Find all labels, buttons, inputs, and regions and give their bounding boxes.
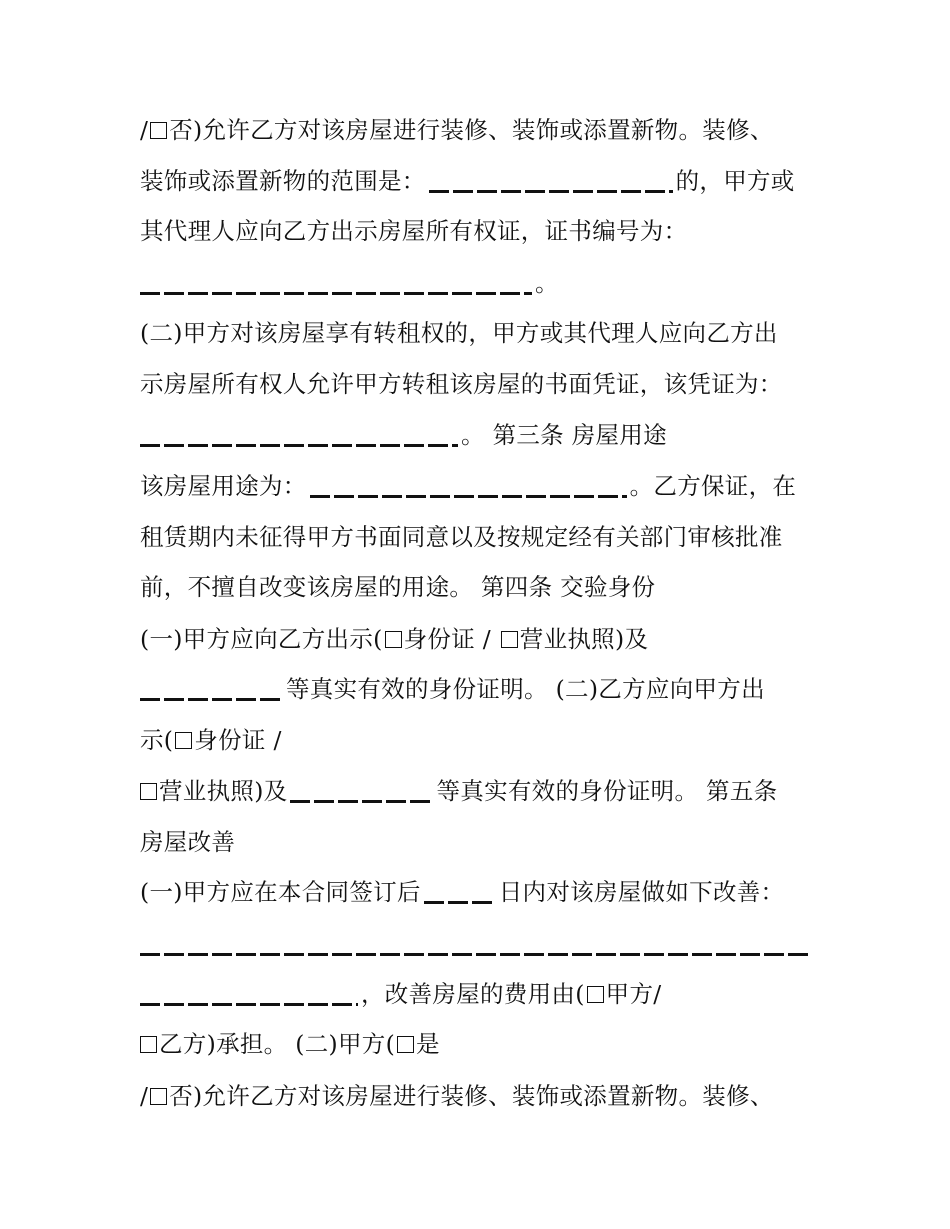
text: (一)甲方应向乙方出示(	[140, 625, 383, 653]
text: 是	[416, 1030, 440, 1058]
checkbox[interactable]	[385, 631, 402, 648]
text-line-8	[140, 469, 796, 503]
text-line-11	[140, 622, 648, 656]
text-line-6	[140, 367, 783, 401]
checkbox[interactable]	[587, 986, 604, 1003]
text: 示(	[140, 726, 174, 754]
fill-blank[interactable]	[140, 444, 458, 447]
text: 甲方/	[605, 980, 662, 1008]
text: 营业执照)及	[519, 625, 649, 653]
text: 该房屋用途为：	[140, 472, 307, 500]
checkbox[interactable]	[150, 1088, 167, 1105]
text: 日内对该房屋做如下改善：	[498, 878, 785, 906]
text-line-2	[140, 164, 795, 198]
checkbox[interactable]	[501, 631, 518, 648]
checkbox[interactable]	[140, 1036, 157, 1053]
checkbox[interactable]	[150, 122, 167, 139]
text: 等真实有效的身份证明。 (二)乙方应向甲方出	[286, 675, 765, 703]
checkbox[interactable]	[175, 732, 192, 749]
fill-blank[interactable]	[310, 495, 627, 498]
fill-blank[interactable]	[140, 1003, 358, 1006]
text: 前，不擅自改变该房屋的用途。 第四条 交验身份	[140, 573, 656, 601]
checkbox[interactable]	[397, 1036, 414, 1053]
text: 。	[535, 269, 559, 297]
fill-blank[interactable]	[140, 953, 808, 956]
fill-blank[interactable]	[424, 901, 496, 904]
text: 否)允许乙方对该房屋进行装修、装饰或添置新物。装修、	[169, 1082, 774, 1110]
text-line-13	[140, 723, 282, 757]
text: 租赁期内未征得甲方书面同意以及按规定经有关部门审核批准	[140, 523, 783, 551]
text-line-1	[140, 113, 774, 147]
text: 营业执照)及	[159, 777, 288, 805]
text-line-14	[140, 774, 777, 808]
text: 身份证 /	[403, 625, 499, 653]
text: 。 第三条 房屋用途	[461, 421, 667, 449]
text: 身份证 /	[194, 726, 282, 754]
fill-blank[interactable]	[290, 800, 433, 803]
text-line-9	[140, 520, 783, 554]
text-line-17	[140, 927, 811, 961]
text-line-5	[140, 316, 778, 350]
text: /	[140, 116, 149, 144]
text-line-3	[140, 214, 687, 248]
text-line-12	[140, 672, 765, 706]
text-line-4	[140, 266, 559, 300]
fill-blank[interactable]	[140, 292, 532, 295]
text: 否)允许乙方对该房屋进行装修、装饰或添置新物。装修、	[169, 116, 774, 144]
text: (二)甲方对该房屋享有转租权的，甲方或其代理人应向乙方出	[140, 319, 778, 347]
text-line-10	[140, 570, 655, 604]
text: 的，甲方或	[675, 167, 795, 195]
text-line-16	[140, 875, 784, 909]
text: 装饰或添置新物的范围是：	[140, 167, 426, 195]
fill-blank[interactable]	[140, 698, 283, 701]
text: 房屋改善	[140, 828, 236, 856]
text-line-15	[140, 825, 235, 859]
text: (一)甲方应在本合同签订后	[140, 878, 421, 906]
checkbox[interactable]	[140, 783, 157, 800]
text: 。乙方保证，在	[629, 472, 797, 500]
text: 等真实有效的身份证明。 第五条	[436, 777, 778, 805]
text: 示房屋所有权人允许甲方转租该房屋的书面凭证，该凭证为：	[140, 370, 783, 398]
text: /	[140, 1082, 149, 1110]
text: 乙方)承担。 (二)甲方(	[159, 1030, 396, 1058]
text: 其代理人应向乙方出示房屋所有权证，证书编号为：	[140, 217, 688, 245]
fill-blank[interactable]	[429, 190, 673, 193]
text-line-19	[140, 1027, 440, 1061]
text: ，改善房屋的费用由(	[361, 980, 585, 1008]
text-line-7	[140, 418, 667, 452]
text-line-18	[140, 977, 662, 1011]
text-line-20	[140, 1079, 774, 1113]
